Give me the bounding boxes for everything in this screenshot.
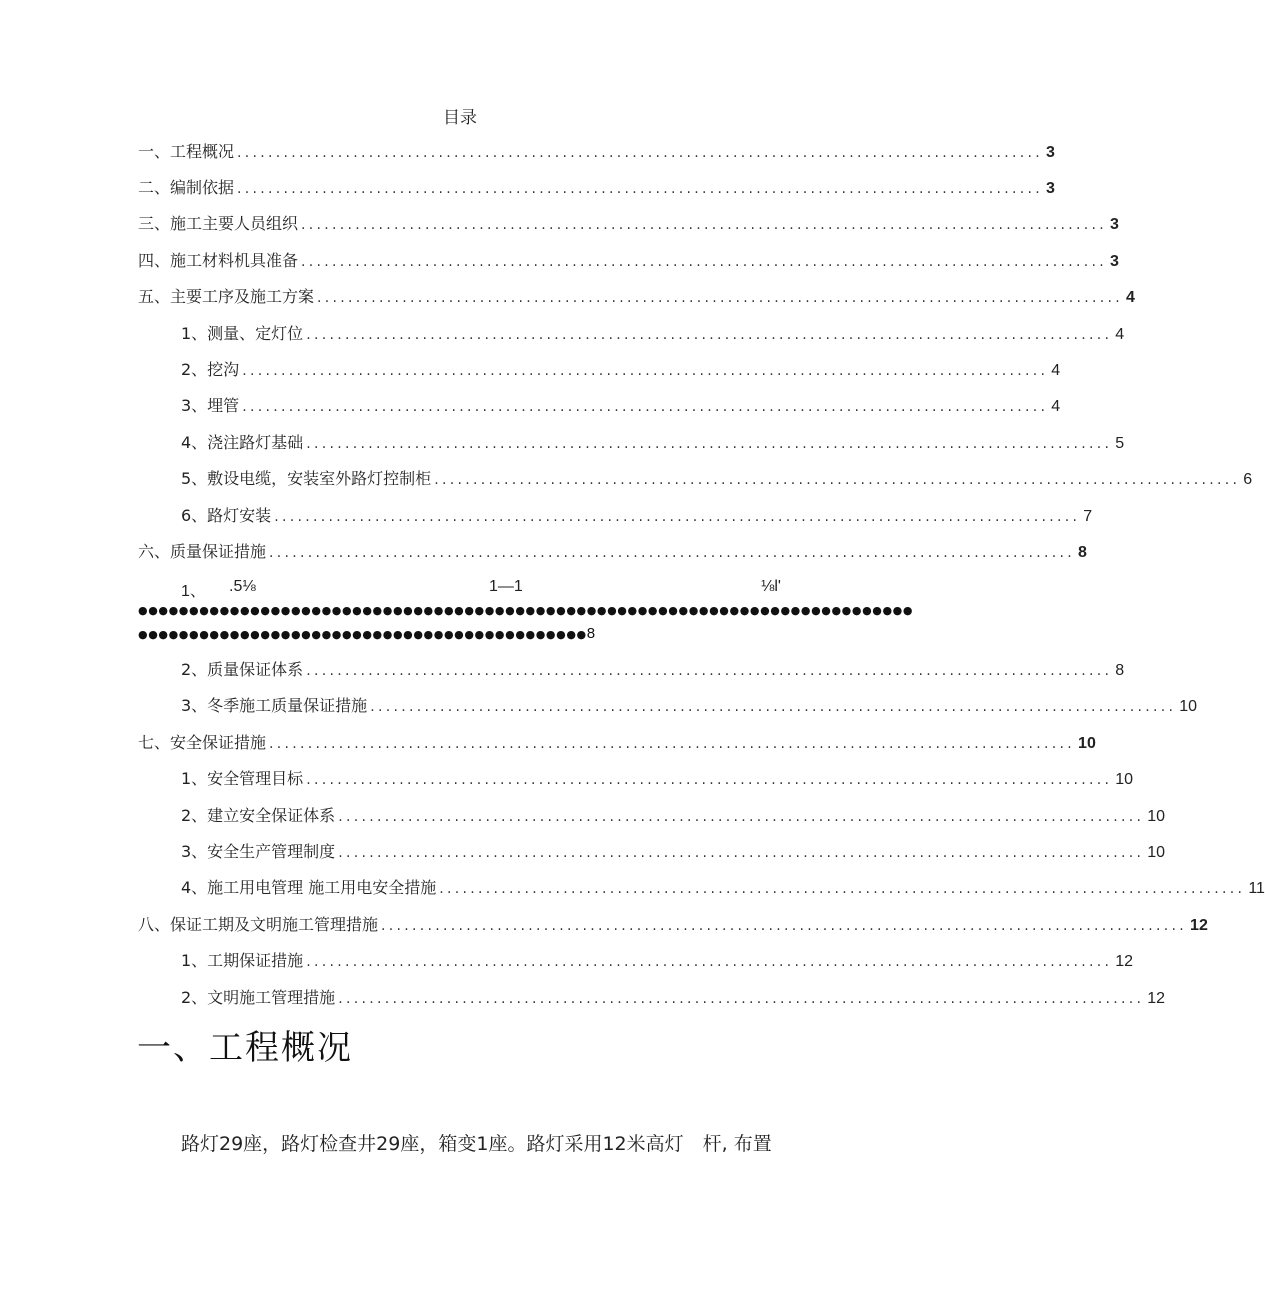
toc-entry-page: 10 [1147, 808, 1166, 825]
toc-leader-dots: ........................................................................................................ [338, 991, 1145, 1007]
toc-entry-page: 4 [1126, 289, 1135, 306]
toc-entry-page: 11 [1248, 880, 1265, 897]
toc-entry[interactable] [138, 732, 1096, 754]
toc-entry-label: 6、路灯安装 [181, 506, 272, 525]
toc-entry[interactable] [138, 541, 1087, 563]
toc-entry[interactable] [181, 805, 1166, 827]
toc-entry-label: 4、施工用电管理 施工用电安全措施 [181, 878, 437, 897]
toc-entry-label: 2、挖沟 [181, 360, 240, 379]
toc-entry[interactable] [181, 432, 1125, 454]
toc-entry-page: 8 [1078, 544, 1087, 561]
body-paragraph: 路灯29座，路灯检查井29座，箱变1座。路灯采用12米高灯 杆, 布置 [181, 1133, 772, 1155]
toc-entry-page: 4 [1051, 362, 1061, 379]
toc-entry-label: 2、文明施工管理措施 [181, 988, 336, 1007]
toc-leader-dots: ........................................................................................................ [370, 699, 1177, 715]
toc-entry-label: 1、安全管理目标 [181, 769, 304, 788]
toc-entry[interactable] [181, 468, 1253, 490]
toc-entry-page: 10 [1115, 771, 1134, 788]
toc-leader-dots: ........................................................................................................ [301, 217, 1108, 233]
toc-entry[interactable] [181, 505, 1093, 527]
toc-entry[interactable] [181, 395, 1061, 417]
toc-leader-dots: ........................................................................................................ [439, 881, 1246, 897]
toc-leader-dots: ........................................................................................................ [434, 472, 1241, 488]
toc-leader-dots: ........................................................................................................ [237, 181, 1044, 197]
bullet-leader-line: ●●●●●●●●●●●●●●●●●●●●●●●●●●●●●●●●●●●●●●●●●●●●8 [138, 625, 596, 642]
toc-entry[interactable] [138, 286, 1135, 308]
toc-entry-label: 3、埋管 [181, 396, 240, 415]
toc-leader-dots: ........................................................................................................ [306, 663, 1113, 679]
toc-leader-dots: ........................................................................................................ [237, 145, 1044, 161]
toc-entry-label: 3、冬季施工质量保证措施 [181, 696, 368, 715]
toc-entry[interactable] [138, 177, 1055, 199]
toc-entry[interactable] [181, 987, 1166, 1009]
toc-leader-dots: ........................................................................................................ [242, 399, 1049, 415]
toc-entry-label: 八、保证工期及文明施工管理措施 [138, 915, 379, 934]
toc-entry-page: 4 [1051, 398, 1061, 415]
toc-leader-dots: ........................................................................................................ [338, 809, 1145, 825]
toc-entry[interactable] [138, 914, 1208, 936]
toc-entry-label: 一、工程概况 [138, 142, 235, 161]
toc-entry-page: 10 [1179, 698, 1198, 715]
toc-leader-dots: ........................................................................................................ [317, 290, 1124, 306]
toc-entry[interactable] [181, 659, 1125, 681]
toc-entry-label: 五、主要工序及施工方案 [138, 287, 315, 306]
toc-entry-label: 二、编制依据 [138, 178, 235, 197]
toc-leader-dots: ........................................................................................................ [381, 918, 1188, 934]
toc-leader-dots: ........................................................................................................ [242, 363, 1049, 379]
toc-entry[interactable] [181, 950, 1134, 972]
garbled-page: 8 [586, 625, 596, 642]
bullet-leader-line: ●●●●●●●●●●●●●●●●●●●●●●●●●●●●●●●●●●●●●●●●●●●●●●●●●●●●●●●●●●●●●●●●●●●●●●●●●●●● [138, 604, 914, 617]
toc-entry[interactable] [181, 841, 1166, 863]
toc-entry-label: 5、敷设电缆，安装室外路灯控制柜 [181, 469, 432, 488]
toc-entry-page: 6 [1243, 471, 1253, 488]
toc-entry[interactable] [138, 213, 1119, 235]
garbled-part: 1、 [181, 583, 206, 600]
toc-entry[interactable] [181, 768, 1134, 790]
toc-entry-label: 3、安全生产管理制度 [181, 842, 336, 861]
toc-entry-page: 3 [1110, 253, 1119, 270]
toc-entry[interactable] [181, 877, 1265, 899]
toc-leader-dots: ........................................................................................................ [269, 736, 1076, 752]
toc-entry[interactable] [138, 141, 1055, 163]
toc-leader-dots: ........................................................................................................ [274, 509, 1081, 525]
toc-entry[interactable] [181, 359, 1061, 381]
garbled-part: ⅛l' [761, 578, 781, 595]
toc-entry-page: 5 [1115, 435, 1125, 452]
toc-leader-dots: ........................................................................................................ [306, 772, 1113, 788]
toc-entry-page: 3 [1046, 144, 1055, 161]
toc-entry-page: 8 [1115, 662, 1125, 679]
toc-entry-page: 4 [1115, 326, 1125, 343]
toc-entry-label: 2、质量保证体系 [181, 660, 304, 679]
toc-entry-page: 3 [1046, 180, 1055, 197]
toc-leader-dots: ........................................................................................................ [269, 545, 1076, 561]
toc-entry-label: 4、浇注路灯基础 [181, 433, 304, 452]
toc-entry-page: 3 [1110, 216, 1119, 233]
toc-entry-page: 10 [1147, 844, 1166, 861]
toc-entry[interactable] [181, 695, 1198, 717]
toc-title: 目录 [443, 108, 477, 128]
section-heading: 一、工程概况 [137, 1028, 353, 1068]
toc-entry-page: 12 [1190, 917, 1208, 934]
toc-entry-page: 10 [1078, 735, 1096, 752]
garbled-part: 1—1 [489, 578, 523, 595]
toc-leader-dots: ........................................................................................................ [306, 954, 1113, 970]
toc-leader-dots: ........................................................................................................ [306, 436, 1113, 452]
toc-entry-label: 2、建立安全保证体系 [181, 806, 336, 825]
toc-entry-label: 七、安全保证措施 [138, 733, 267, 752]
toc-entry-page: 7 [1083, 508, 1093, 525]
toc-entry-page: 12 [1147, 990, 1166, 1007]
toc-entry-label: 1、工期保证措施 [181, 951, 304, 970]
toc-leader-dots: ........................................................................................................ [338, 845, 1145, 861]
toc-entry-garbled[interactable] [181, 578, 781, 600]
toc-entry-page: 12 [1115, 953, 1134, 970]
toc-entry-label: 四、施工材料机具准备 [138, 251, 299, 270]
toc-entry[interactable] [181, 323, 1125, 345]
toc-leader-dots: ........................................................................................................ [306, 327, 1113, 343]
garbled-part: .5⅛ [229, 578, 256, 595]
toc-entry-label: 六、质量保证措施 [138, 542, 267, 561]
toc-leader-dots: ........................................................................................................ [301, 254, 1108, 270]
toc-entry[interactable] [138, 250, 1119, 272]
toc-entry-label: 三、施工主要人员组织 [138, 214, 299, 233]
toc-entry-label: 1、测量、定灯位 [181, 324, 304, 343]
